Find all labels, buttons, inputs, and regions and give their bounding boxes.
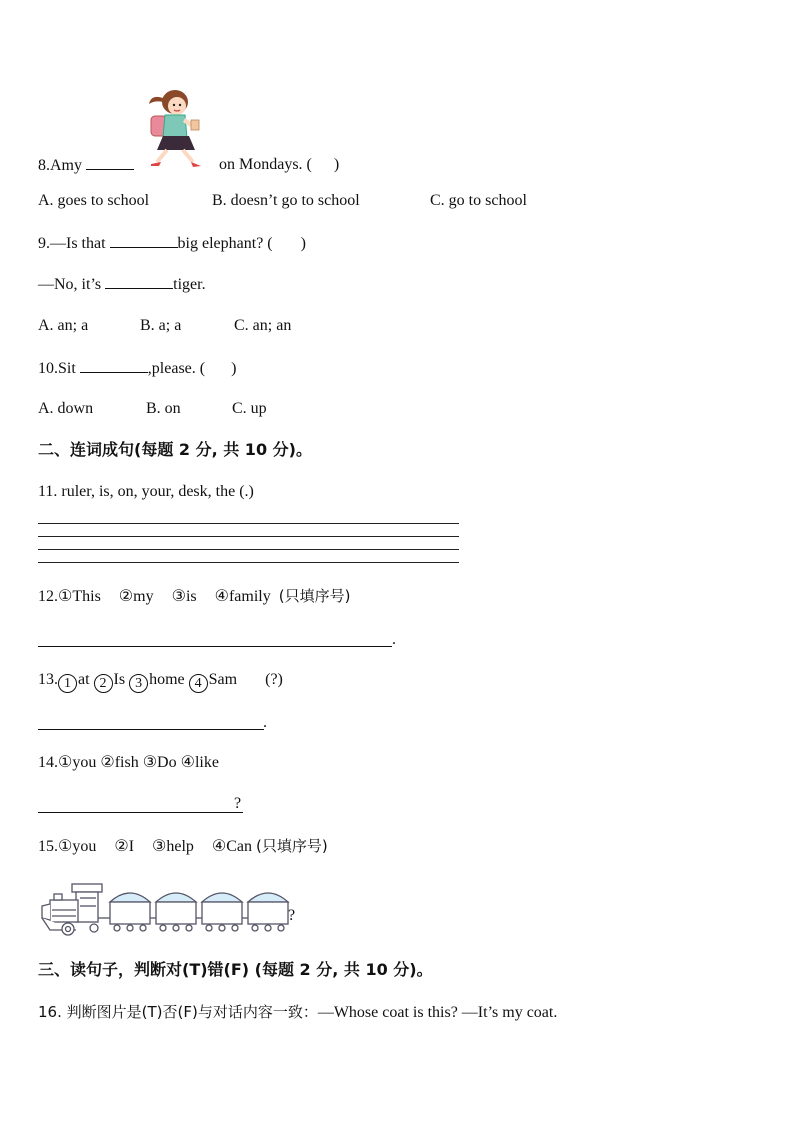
question-number: 14. bbox=[38, 754, 58, 771]
writing-line[interactable] bbox=[38, 523, 459, 524]
word-item: 4 Sam bbox=[189, 671, 237, 688]
question-15 bbox=[38, 836, 328, 857]
option-c[interactable]: C. go to school bbox=[430, 192, 527, 209]
section-3-title: 三、读句子，判断对(T)错(F) (每题 2 分, 共 10 分)。 bbox=[38, 960, 433, 979]
question-8-tail bbox=[219, 155, 339, 175]
word-item: ①you bbox=[58, 754, 97, 771]
word-item: 1 at bbox=[58, 671, 90, 688]
option-b[interactable]: B. on bbox=[146, 400, 181, 417]
word-item: 3 home bbox=[129, 671, 185, 688]
question-text: 10.Sit bbox=[38, 360, 76, 377]
answer-line[interactable] bbox=[38, 729, 264, 730]
question-16 bbox=[38, 1002, 557, 1023]
question-12 bbox=[38, 586, 350, 607]
question-text: big elephant? ( bbox=[177, 235, 273, 252]
writing-line[interactable] bbox=[38, 536, 459, 537]
question-text: tiger. bbox=[173, 276, 206, 293]
option-b[interactable]: B. a; a bbox=[140, 317, 182, 334]
word-item: ④like bbox=[180, 754, 219, 771]
question-number: 8. bbox=[38, 157, 50, 174]
question-tail: (?) bbox=[265, 671, 283, 688]
word-item: ④family bbox=[214, 588, 271, 605]
word-item: ①you bbox=[58, 838, 97, 855]
word-item: ③Do bbox=[142, 754, 177, 771]
question-dialog: —Whose coat is this? —It’s my coat. bbox=[317, 1004, 558, 1021]
question-10 bbox=[38, 358, 236, 379]
word-item: ③help bbox=[152, 838, 194, 855]
question-note: (只填序号) bbox=[278, 587, 351, 605]
question-number: 12. bbox=[38, 588, 58, 605]
word-item: ②fish bbox=[100, 754, 139, 771]
question-text: —No, it’s bbox=[38, 276, 102, 293]
answer-blank[interactable] bbox=[105, 274, 173, 289]
option-c[interactable]: C. an; an bbox=[234, 317, 292, 334]
question-14 bbox=[38, 753, 219, 773]
answer-line[interactable] bbox=[38, 812, 243, 813]
paren-close: ) bbox=[333, 156, 340, 173]
writing-line[interactable] bbox=[38, 562, 459, 563]
writing-line[interactable] bbox=[38, 549, 459, 550]
question-text: Amy bbox=[50, 157, 82, 174]
paren-close: ) bbox=[231, 360, 237, 377]
option-a[interactable]: A. an; a bbox=[38, 317, 89, 334]
answer-end-mark: ? bbox=[234, 795, 242, 812]
answer-end-mark: . bbox=[392, 631, 396, 648]
answer-blank[interactable] bbox=[86, 155, 134, 170]
question-number: 15. bbox=[38, 838, 58, 855]
word-item: ①This bbox=[58, 588, 101, 605]
girl-going-to-school-illustration bbox=[143, 86, 207, 174]
question-text: 9.—Is that bbox=[38, 235, 106, 252]
question-9-line1 bbox=[38, 233, 306, 254]
train-car-1 bbox=[110, 893, 156, 931]
question-text: on Mondays. ( bbox=[219, 156, 312, 173]
question-text: ,please. ( bbox=[147, 360, 206, 377]
train-end-mark: ? bbox=[288, 907, 296, 924]
train-car-2 bbox=[156, 893, 202, 931]
question-note: (只填序号) bbox=[256, 837, 328, 855]
locomotive-icon bbox=[42, 884, 110, 935]
answer-line[interactable] bbox=[38, 646, 392, 647]
answer-blank[interactable] bbox=[80, 358, 148, 373]
option-c[interactable]: C. up bbox=[232, 400, 267, 417]
paren-close: ) bbox=[300, 235, 306, 252]
answer-end-mark: . bbox=[263, 714, 267, 731]
answer-blank[interactable] bbox=[110, 233, 178, 248]
question-11: 11. ruler, is, on, your, desk, the (.) bbox=[38, 483, 254, 500]
question-13 bbox=[38, 670, 283, 693]
word-item: 2 Is bbox=[94, 671, 126, 688]
train-car-3 bbox=[202, 893, 248, 931]
question-8 bbox=[38, 155, 134, 176]
word-item: ②my bbox=[118, 588, 154, 605]
word-item: ②I bbox=[114, 838, 135, 855]
question-prefix: 16. 判断图片是(T)否(F)与对话内容一致： bbox=[38, 1003, 318, 1021]
train-answer-illustration bbox=[40, 880, 292, 938]
question-number: 13. bbox=[38, 671, 58, 688]
option-a[interactable]: A. down bbox=[38, 400, 94, 417]
section-2-title: 二、连词成句(每题 2 分, 共 10 分)。 bbox=[38, 440, 312, 459]
option-b[interactable]: B. doesn’t go to school bbox=[212, 192, 360, 209]
word-item: ④Can bbox=[211, 838, 253, 855]
word-item: ③is bbox=[171, 588, 197, 605]
question-9-line2 bbox=[38, 274, 206, 295]
train-car-4 bbox=[248, 893, 288, 931]
option-a[interactable]: A. goes to school bbox=[38, 192, 150, 209]
